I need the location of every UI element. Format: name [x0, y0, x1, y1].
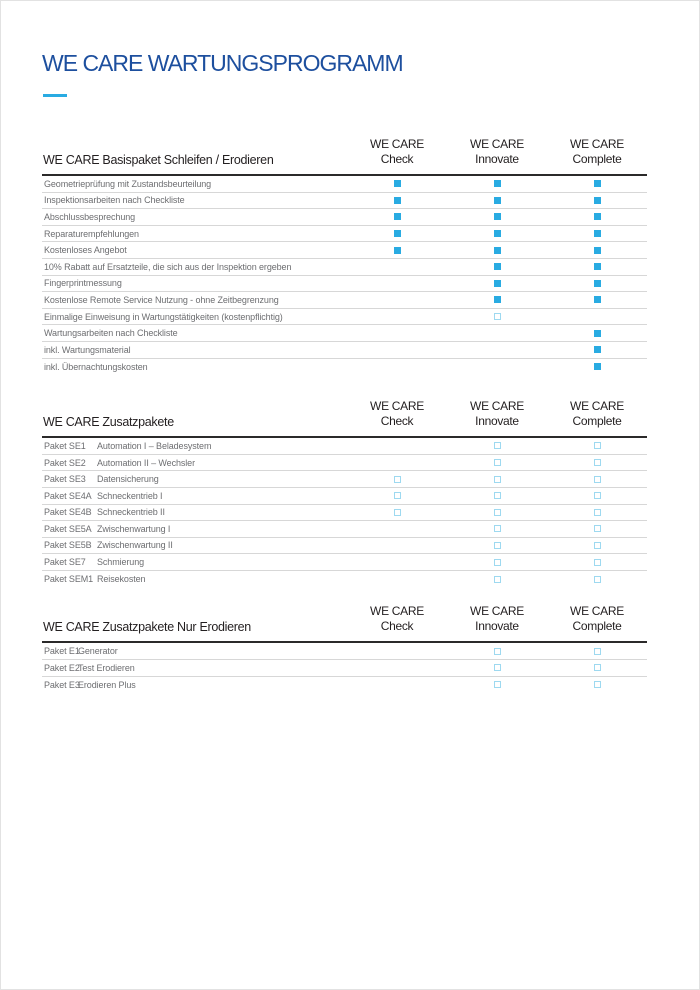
- table-basispaket: [42, 137, 647, 375]
- package-code: Paket SE1: [44, 440, 86, 451]
- table-zusatzpakete: [42, 399, 647, 587]
- row-label: inkl. Übernachtungskosten: [44, 361, 148, 372]
- row-label: [42, 663, 347, 673]
- mark-icon: [494, 576, 501, 583]
- check-cell: [347, 509, 447, 516]
- complete-cell: [547, 197, 647, 204]
- mark-icon: [394, 492, 401, 499]
- column-header-line2: Innovate: [475, 414, 519, 429]
- package-code: Paket SE4A: [44, 490, 92, 501]
- mark-icon: [594, 330, 601, 337]
- mark-icon: [394, 230, 401, 237]
- row-label: [42, 491, 347, 501]
- innovate-cell: [447, 576, 547, 583]
- package-description: Datensicherung: [97, 474, 159, 485]
- mark-icon: [594, 576, 601, 583]
- innovate-cell: [447, 180, 547, 187]
- row-label: Einmalige Einweisung in Wartungstätigkeiten (kostenpflichtig): [44, 311, 283, 322]
- innovate-cell: [447, 313, 547, 320]
- package-code: Paket SEM1: [44, 574, 94, 585]
- package-code: Paket E2: [44, 662, 80, 673]
- innovate-cell: [447, 648, 547, 655]
- mark-icon: [594, 459, 601, 466]
- table-zusatzpakete-erodieren: [42, 604, 647, 693]
- table-header: [42, 137, 647, 176]
- table-header: [42, 399, 647, 438]
- mark-icon: [594, 247, 601, 254]
- table-row: [42, 455, 647, 472]
- complete-cell: [547, 346, 647, 353]
- mark-icon: [494, 492, 501, 499]
- complete-cell: [547, 247, 647, 254]
- mark-icon: [494, 280, 501, 287]
- innovate-cell: [447, 459, 547, 466]
- complete-cell: [547, 559, 647, 566]
- mark-icon: [494, 525, 501, 532]
- column-header-check: [347, 399, 447, 429]
- innovate-cell: [447, 197, 547, 204]
- table-row: [42, 292, 647, 309]
- table-row: [42, 176, 647, 193]
- column-header-line1: WE CARE: [470, 604, 524, 619]
- mark-icon: [494, 648, 501, 655]
- table-row: [42, 677, 647, 694]
- table-row: [42, 242, 647, 259]
- mark-icon: [494, 213, 501, 220]
- mark-icon: [594, 363, 601, 370]
- innovate-cell: [447, 230, 547, 237]
- complete-cell: [547, 648, 647, 655]
- table-title: WE CARE Zusatzpakete Nur Erodieren: [43, 620, 251, 635]
- mark-icon: [494, 247, 501, 254]
- row-label: Wartungsarbeiten nach Checkliste: [44, 328, 178, 339]
- table-row: [42, 259, 647, 276]
- table-row: [42, 325, 647, 342]
- column-header-innovate: [447, 399, 547, 429]
- innovate-cell: [447, 492, 547, 499]
- innovate-cell: [447, 681, 547, 688]
- column-header-line2: Check: [380, 414, 414, 429]
- package-code: Paket E3: [44, 679, 80, 690]
- column-header-line2: Innovate: [475, 619, 519, 634]
- table-row: [42, 226, 647, 243]
- innovate-cell: [447, 559, 547, 566]
- mark-icon: [394, 197, 401, 204]
- table-header: [42, 604, 647, 643]
- innovate-cell: [447, 476, 547, 483]
- innovate-cell: [447, 296, 547, 303]
- column-header-line1: WE CARE: [570, 137, 624, 151]
- package-code: Paket SE4B: [44, 507, 92, 518]
- column-header-innovate: [447, 604, 547, 634]
- table-row: [42, 521, 647, 538]
- row-label: Kostenlose Remote Service Nutzung - ohne Zeitbegrenzung: [44, 294, 279, 305]
- complete-cell: [547, 296, 647, 303]
- table-row: [42, 309, 647, 326]
- mark-icon: [494, 681, 501, 688]
- mark-icon: [494, 559, 501, 566]
- mark-icon: [494, 296, 501, 303]
- column-header-line1: WE CARE: [570, 604, 624, 619]
- check-cell: [347, 476, 447, 483]
- table-row: [42, 571, 647, 588]
- innovate-cell: [447, 213, 547, 220]
- mark-icon: [494, 442, 501, 449]
- column-header-line1: WE CARE: [570, 399, 624, 414]
- mark-icon: [594, 664, 601, 671]
- innovate-cell: [447, 263, 547, 270]
- check-cell: [347, 492, 447, 499]
- mark-icon: [494, 664, 501, 671]
- mark-icon: [594, 180, 601, 187]
- column-header-check: [347, 137, 447, 167]
- complete-cell: [547, 476, 647, 483]
- mark-icon: [594, 542, 601, 549]
- package-description: Generator: [78, 646, 118, 657]
- row-label: [42, 540, 347, 550]
- complete-cell: [547, 459, 647, 466]
- row-label: [42, 680, 347, 690]
- package-code: Paket SE5A: [44, 523, 92, 534]
- table-row: [42, 193, 647, 210]
- package-description: Schneckentrieb I: [97, 490, 163, 501]
- check-cell: [347, 213, 447, 220]
- row-label: [42, 458, 347, 468]
- table-row: [42, 359, 647, 376]
- mark-icon: [394, 476, 401, 483]
- row-label: 10% Rabatt auf Ersatzteile, die sich aus der Inspektion ergeben: [44, 261, 292, 272]
- table-row: [42, 505, 647, 522]
- column-header-line2: Check: [380, 152, 414, 166]
- package-description: Schmierung: [97, 557, 145, 568]
- package-description: Reisekosten: [97, 574, 146, 585]
- column-header-line2: Complete: [572, 619, 622, 634]
- row-label: [42, 574, 347, 584]
- complete-cell: [547, 363, 647, 370]
- page-title: WE CARE WARTUNGSPROGRAMM: [42, 50, 403, 76]
- column-header-line2: Complete: [572, 414, 622, 429]
- mark-icon: [594, 492, 601, 499]
- mark-icon: [594, 476, 601, 483]
- column-header-innovate: [447, 137, 547, 167]
- page-content: [42, 50, 647, 693]
- row-label: Inspektionsarbeiten nach Checkliste: [44, 195, 185, 206]
- package-code: Paket SE3: [44, 474, 86, 485]
- check-cell: [347, 197, 447, 204]
- check-cell: [347, 247, 447, 254]
- table-row: [42, 471, 647, 488]
- column-header-line1: WE CARE: [370, 604, 424, 619]
- mark-icon: [594, 213, 601, 220]
- package-description: Zwischenwartung II: [97, 540, 173, 551]
- complete-cell: [547, 542, 647, 549]
- mark-icon: [594, 280, 601, 287]
- innovate-cell: [447, 525, 547, 532]
- table-row: [42, 342, 647, 359]
- row-label: [42, 507, 347, 517]
- row-label: Reparaturempfehlungen: [44, 228, 139, 239]
- innovate-cell: [447, 542, 547, 549]
- mark-icon: [594, 681, 601, 688]
- row-label: [42, 474, 347, 484]
- column-header-line1: WE CARE: [470, 137, 524, 151]
- check-cell: [347, 230, 447, 237]
- complete-cell: [547, 576, 647, 583]
- mark-icon: [394, 247, 401, 254]
- mark-icon: [394, 180, 401, 187]
- row-label: [42, 441, 347, 451]
- column-header-line1: WE CARE: [370, 399, 424, 414]
- mark-icon: [594, 525, 601, 532]
- column-header-line1: WE CARE: [470, 399, 524, 414]
- package-code: Paket SE2: [44, 457, 86, 468]
- package-description: Zwischenwartung I: [97, 523, 171, 534]
- column-header-line2: Complete: [572, 152, 622, 166]
- column-header-complete: [547, 137, 647, 167]
- mark-icon: [594, 509, 601, 516]
- mark-icon: [494, 263, 501, 270]
- mark-icon: [594, 648, 601, 655]
- table-row: [42, 209, 647, 226]
- table-row: [42, 643, 647, 660]
- innovate-cell: [447, 247, 547, 254]
- table-row: [42, 660, 647, 677]
- package-code: Paket SE7: [44, 557, 86, 568]
- complete-cell: [547, 525, 647, 532]
- complete-cell: [547, 681, 647, 688]
- check-cell: [347, 180, 447, 187]
- row-label: inkl. Wartungsmaterial: [44, 344, 131, 355]
- row-label: Kostenloses Angebot: [44, 245, 127, 256]
- column-header-check: [347, 604, 447, 634]
- package-description: Automation I – Beladesystem: [97, 440, 212, 451]
- table-title: WE CARE Zusatzpakete: [43, 415, 174, 430]
- complete-cell: [547, 213, 647, 220]
- mark-icon: [494, 459, 501, 466]
- column-header-line2: Innovate: [475, 152, 519, 166]
- innovate-cell: [447, 280, 547, 287]
- row-label: [42, 646, 347, 656]
- column-header-line2: Check: [380, 619, 414, 634]
- complete-cell: [547, 230, 647, 237]
- mark-icon: [394, 509, 401, 516]
- table-row: [42, 538, 647, 555]
- mark-icon: [494, 197, 501, 204]
- table-row: [42, 488, 647, 505]
- column-header-complete: [547, 399, 647, 429]
- complete-cell: [547, 263, 647, 270]
- mark-icon: [394, 213, 401, 220]
- package-code: Paket SE5B: [44, 540, 92, 551]
- row-label: Geometrieprüfung mit Zustandsbeurteilung: [44, 178, 212, 189]
- complete-cell: [547, 180, 647, 187]
- complete-cell: [547, 664, 647, 671]
- table-row: [42, 554, 647, 571]
- mark-icon: [494, 180, 501, 187]
- complete-cell: [547, 492, 647, 499]
- column-header-complete: [547, 604, 647, 634]
- mark-icon: [494, 476, 501, 483]
- package-code: Paket E1: [44, 646, 80, 657]
- package-description: Erodieren Plus: [78, 679, 136, 690]
- mark-icon: [594, 442, 601, 449]
- innovate-cell: [447, 664, 547, 671]
- complete-cell: [547, 442, 647, 449]
- mark-icon: [494, 509, 501, 516]
- title-accent-dash: [43, 94, 67, 97]
- mark-icon: [494, 313, 501, 320]
- mark-icon: [594, 197, 601, 204]
- package-description: Schneckentrieb II: [97, 507, 165, 518]
- innovate-cell: [447, 442, 547, 449]
- column-header-line1: WE CARE: [370, 137, 424, 151]
- mark-icon: [594, 346, 601, 353]
- mark-icon: [594, 296, 601, 303]
- complete-cell: [547, 509, 647, 516]
- complete-cell: [547, 280, 647, 287]
- complete-cell: [547, 330, 647, 337]
- mark-icon: [594, 263, 601, 270]
- row-label: Abschlussbesprechung: [44, 211, 136, 222]
- table-row: [42, 276, 647, 293]
- row-label: Fingerprintmessung: [44, 278, 122, 289]
- innovate-cell: [447, 509, 547, 516]
- mark-icon: [594, 230, 601, 237]
- mark-icon: [494, 542, 501, 549]
- table-row: [42, 438, 647, 455]
- mark-icon: [494, 230, 501, 237]
- table-title: WE CARE Basispaket Schleifen / Erodieren: [43, 153, 274, 167]
- row-label: [42, 524, 347, 534]
- package-description: Test Erodieren: [78, 662, 135, 673]
- mark-icon: [594, 559, 601, 566]
- row-label: [42, 557, 347, 567]
- package-description: Automation II – Wechsler: [97, 457, 195, 468]
